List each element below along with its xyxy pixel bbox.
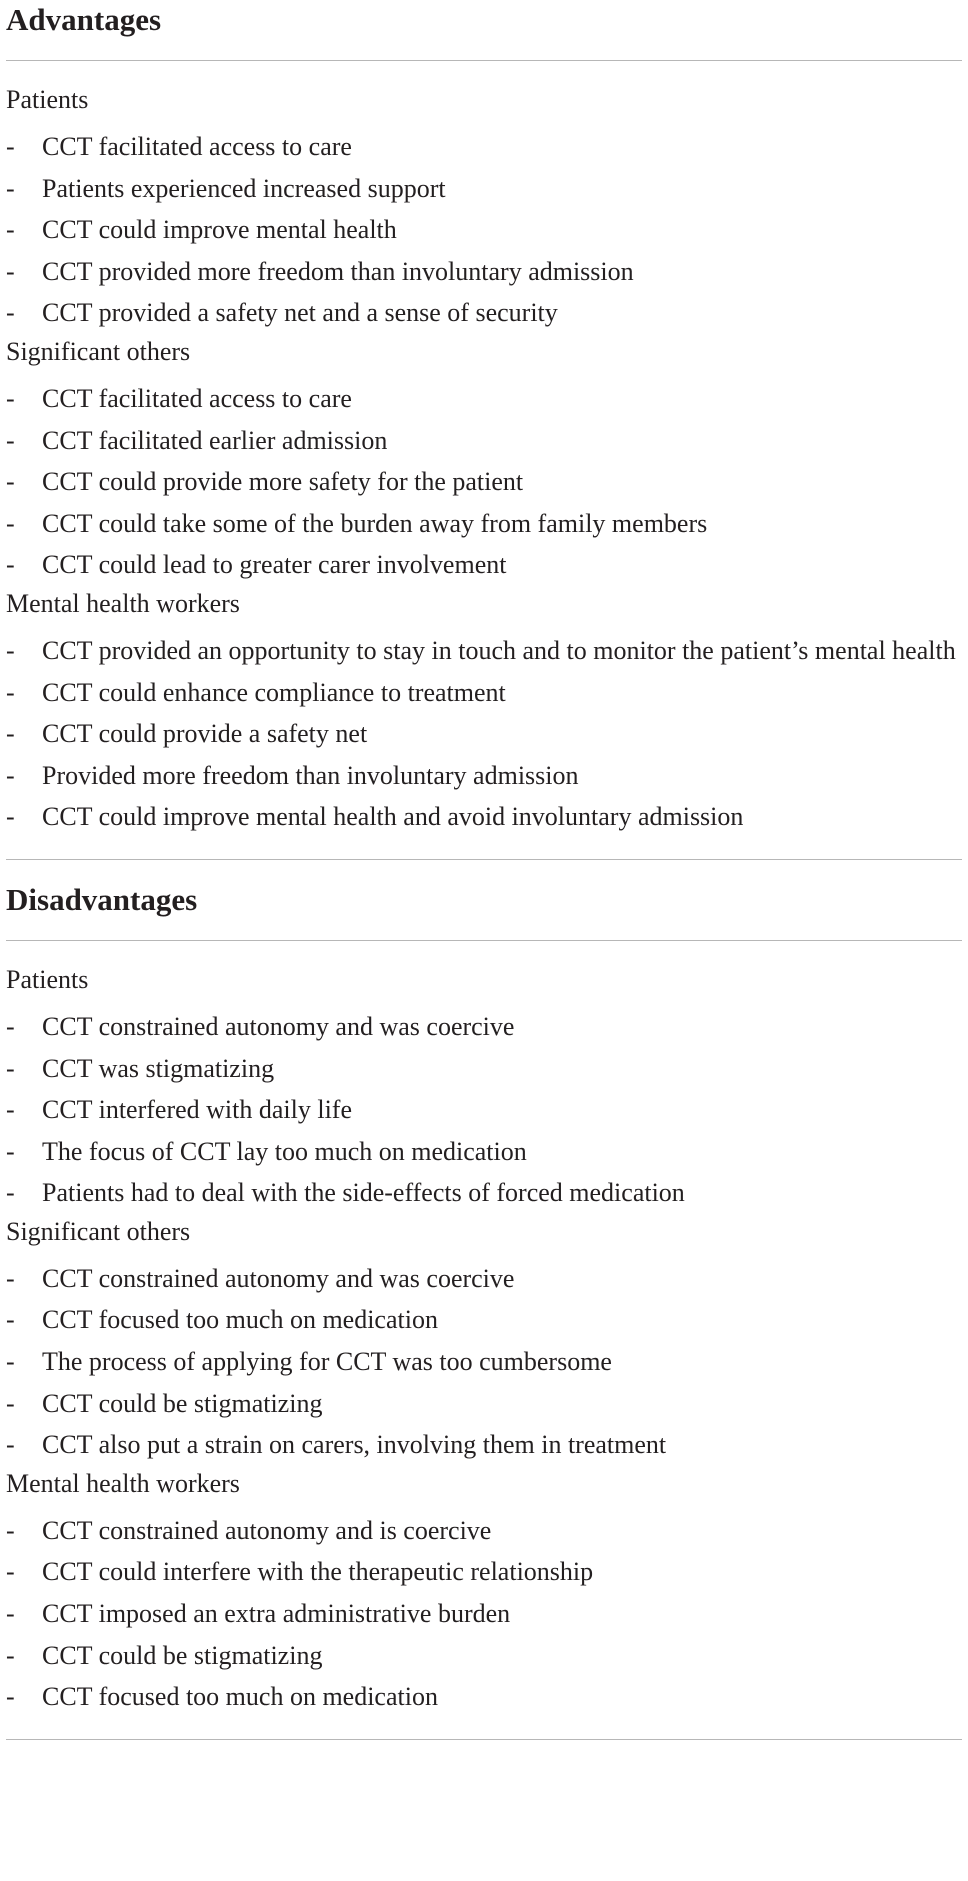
list-item: - CCT could improve mental health — [6, 215, 397, 245]
group-mental-health-workers — [6, 587, 962, 838]
list-item: - CCT provided a safety net and a sense of security — [6, 298, 558, 328]
divider — [6, 1739, 962, 1740]
list-item: - CCT constrained autonomy and was coercive — [6, 1011, 515, 1041]
list-item: - CCT provided an opportunity to stay in touch and to monitor the patient’s mental health — [6, 635, 956, 665]
list-item: - The process of applying for CCT was too cumbersome — [6, 1347, 612, 1377]
group-significant-others — [6, 1215, 962, 1466]
list-item: - CCT provided more freedom than involuntary admission — [6, 256, 634, 286]
group-label: Mental health workers — [6, 1468, 240, 1498]
group-patients — [6, 83, 962, 334]
list-item: - Patients had to deal with the side-effects of forced medication — [6, 1178, 685, 1208]
group-mental-health-workers — [6, 1467, 962, 1718]
list-item: - CCT also put a strain on carers, involving them in treatment — [6, 1430, 667, 1460]
section-title: Advantages — [6, 2, 162, 37]
list-item: - CCT imposed an extra administrative burden — [6, 1599, 511, 1629]
list-item: - CCT could improve mental health and avoid involuntary admission — [6, 802, 744, 832]
list-item: - CCT could interfere with the therapeutic relationship — [6, 1557, 594, 1587]
list-item: - CCT focused too much on medication — [6, 1682, 438, 1712]
list-item: - Patients experienced increased support — [6, 173, 446, 203]
divider — [6, 859, 962, 860]
list-item: - CCT could be stigmatizing — [6, 1640, 323, 1670]
advantages-disadvantages-table — [6, 0, 962, 1740]
list-item: - CCT interfered with daily life — [6, 1095, 352, 1125]
list-item: - CCT could lead to greater carer involvement — [6, 550, 507, 580]
list-item: - CCT could be stigmatizing — [6, 1388, 323, 1418]
section-advantages — [6, 0, 962, 860]
group-label: Mental health workers — [6, 588, 240, 618]
list-item: - CCT facilitated access to care — [6, 383, 352, 413]
group-label: Patients — [6, 85, 89, 114]
list-item: - The focus of CCT lay too much on medication — [6, 1136, 527, 1166]
section-disadvantages — [6, 880, 962, 1740]
list-item: - CCT could provide more safety for the patient — [6, 467, 524, 497]
list-item: - CCT could provide a safety net — [6, 719, 368, 749]
list-item: - CCT constrained autonomy and is coercive — [6, 1515, 492, 1545]
list-item: - CCT constrained autonomy and was coercive — [6, 1263, 515, 1293]
list-item: - Provided more freedom than involuntary admission — [6, 760, 579, 790]
group-label: Significant others — [6, 336, 191, 366]
group-significant-others — [6, 335, 962, 586]
group-label: Patients — [6, 964, 89, 994]
list-item: - CCT focused too much on medication — [6, 1305, 438, 1335]
list-item: - CCT facilitated access to care — [6, 132, 352, 161]
section-title: Disadvantages — [6, 881, 198, 917]
divider — [6, 60, 962, 61]
group-label: Significant others — [6, 1216, 191, 1246]
list-item: - CCT was stigmatizing — [6, 1053, 275, 1083]
group-patients — [6, 963, 962, 1214]
list-item: - CCT could enhance compliance to treatment — [6, 677, 506, 707]
divider — [6, 940, 962, 941]
list-item: - CCT could take some of the burden away from family members — [6, 508, 708, 538]
list-item: - CCT facilitated earlier admission — [6, 425, 388, 455]
